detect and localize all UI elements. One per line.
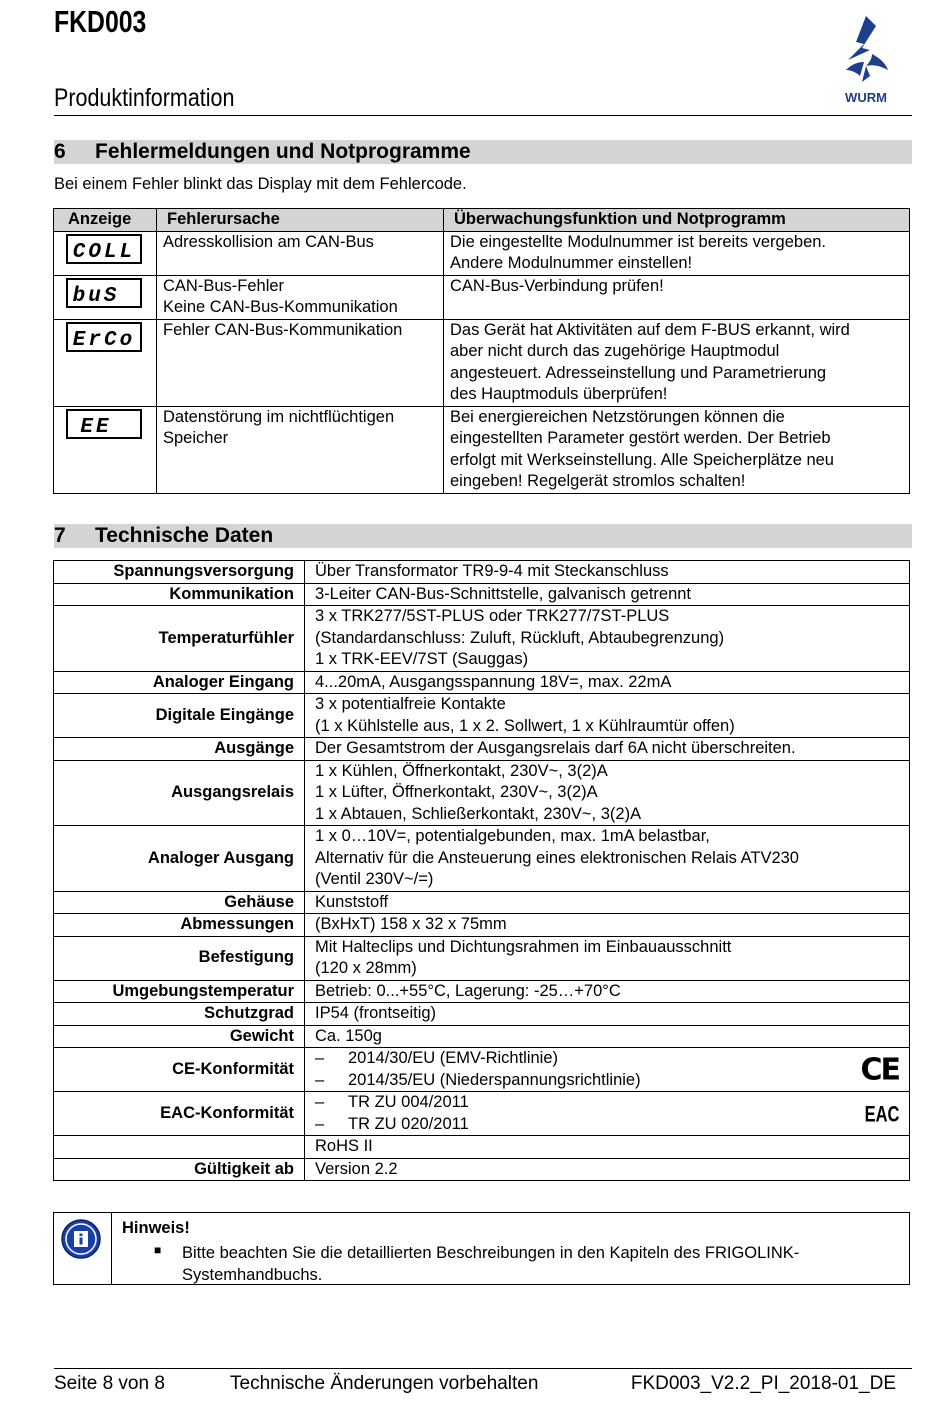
seven-segment-display [66, 234, 142, 264]
table-row [54, 760, 910, 826]
spec-label: Kommunikation [54, 583, 305, 606]
hint-title: Hinweis! [122, 1219, 190, 1237]
spec-label: Digitale Eingänge [54, 694, 305, 738]
column-header: Überwachungsfunktion und Notprogramm [444, 209, 910, 232]
technical-data-table [53, 560, 910, 1181]
spec-value: IP54 (frontseitig) [305, 1003, 910, 1026]
display-code-cell [54, 231, 157, 275]
spec-label: Befestigung [54, 936, 305, 980]
section-title: Technische Daten [95, 524, 274, 547]
spec-value: Kunststoff [305, 891, 910, 914]
spec-label: CE-Konformität [54, 1048, 305, 1092]
spec-label: EAC-Konformität [54, 1092, 305, 1136]
table-row [54, 406, 910, 493]
table-row [54, 738, 910, 761]
monitoring-action: Bei energiereichen Netzstörungen können die eingestellten Parameter gestört werden. Der Betrieb erfolgt mit Werkseinstellung. Alle Speicherplätze neu eingeben! Regelgerät stromlos schalten! [444, 406, 910, 493]
hint-divider [111, 1213, 112, 1284]
table-row [54, 1003, 910, 1026]
spec-value: 3 x TRK277/5ST-PLUS oder TRK277/7ST-PLUS (Standardanschluss: Zuluft, Rückluft, Abtaubegrenzung) 1 x TRK-EEV/7ST (Sauggas) [305, 606, 910, 672]
seven-segment-display [66, 322, 142, 352]
spec-label: Gehäuse [54, 891, 305, 914]
spec-label: Spannungsversorgung [54, 561, 305, 584]
eac-mark-icon: EAC [864, 1100, 899, 1126]
spec-label: Abmessungen [54, 914, 305, 937]
svg-text:ErCo: ErCo [72, 328, 136, 352]
spec-label [54, 1136, 305, 1159]
display-code-cell [54, 406, 157, 493]
spec-label: Gültigkeit ab [54, 1158, 305, 1181]
error-cause: CAN-Bus-Fehler Keine CAN-Bus-Kommunikation [157, 275, 444, 319]
table-row [54, 275, 910, 319]
spec-value: Über Transformator TR9-9-4 mit Steckanschluss [305, 561, 910, 584]
error-code-table [53, 208, 910, 494]
spec-value: Ca. 150g [305, 1025, 910, 1048]
svg-text:buS: buS [72, 284, 120, 308]
table-row [54, 231, 910, 275]
spec-value: Version 2.2 [305, 1158, 910, 1181]
error-cause: Datenstörung im nichtflüchtigen Speicher [157, 406, 444, 493]
spec-value: 3 x potentialfreie Kontakte (1 x Kühlstelle aus, 1 x 2. Sollwert, 1 x Kühlraumtür offen) [305, 694, 910, 738]
table-row [54, 1092, 910, 1136]
section-title: Fehlermeldungen und Notprogramme [95, 140, 471, 163]
table-row [54, 606, 910, 672]
section-number: 7 [54, 524, 66, 547]
page-number: Seite 8 von 8 [54, 1373, 165, 1394]
section-heading-6 [54, 140, 912, 164]
spec-value: – TR ZU 004/2011 – TR ZU 020/2011 EAC [305, 1092, 910, 1136]
monitoring-action: Das Gerät hat Aktivitäten auf dem F-BUS erkannt, wird aber nicht durch das zugehörige Hauptmodul angesteuert. Adresseinstellung und Parametrierung des Hauptmoduls überprüfen! [444, 319, 910, 406]
table-row [54, 694, 910, 738]
table-row [54, 891, 910, 914]
footer-divider [54, 1368, 912, 1369]
spec-label: Ausgangsrelais [54, 760, 305, 826]
svg-text:WURM: WURM [845, 90, 887, 105]
table-row [54, 1025, 910, 1048]
spec-value: RoHS II [305, 1136, 910, 1159]
spec-label: Gewicht [54, 1025, 305, 1048]
spec-label: Ausgänge [54, 738, 305, 761]
table-row [54, 583, 910, 606]
spec-value: 4...20mA, Ausgangsspannung 18V=, max. 22mA [305, 671, 910, 694]
table-row [54, 1158, 910, 1181]
document-id: FKD003_V2.2_PI_2018-01_DE [630, 1373, 896, 1394]
table-row [54, 914, 910, 937]
document-code: FKD003 [54, 4, 147, 39]
hint-box [53, 1212, 910, 1285]
section-number: 6 [54, 140, 66, 163]
wurm-logo [836, 14, 896, 106]
footer-disclaimer: Technische Änderungen vorbehalten [230, 1373, 539, 1394]
column-header: Anzeige [54, 209, 157, 232]
display-code-cell [54, 275, 157, 319]
seven-segment-display [66, 278, 142, 308]
svg-text:EE: EE [80, 415, 112, 439]
error-cause: Adresskollision am CAN-Bus [157, 231, 444, 275]
table-row [54, 1136, 910, 1159]
ce-mark-icon: CE [860, 1051, 899, 1087]
spec-value: – 2014/30/EU (EMV-Richtlinie) – 2014/35/EU (Niederspannungsrichtlinie) CE [305, 1048, 910, 1092]
spec-value: 1 x 0…10V=, potentialgebunden, max. 1mA belastbar, Alternativ für die Ansteuerung eines elektronischen Relais ATV230 (Ventil 230V~/=) [305, 826, 910, 892]
spec-value: Betrieb: 0...+55°C, Lagerung: -25…+70°C [305, 980, 910, 1003]
spec-label: Umgebungstemperatur [54, 980, 305, 1003]
spec-value: 1 x Kühlen, Öffnerkontakt, 230V~, 3(2)A 1 x Lüfter, Öffnerkontakt, 230V~, 3(2)A 1 x Abtauen, Schließerkontakt, 230V~, 3(2)A [305, 760, 910, 826]
info-icon [61, 1219, 101, 1264]
svg-text:COLL: COLL [72, 240, 136, 264]
error-cause: Fehler CAN-Bus-Kommunikation [157, 319, 444, 406]
spec-value: Der Gesamtstrom der Ausgangsrelais darf 6A nicht überschreiten. [305, 738, 910, 761]
section-heading-7 [54, 524, 912, 548]
header-divider [54, 115, 912, 116]
table-row [54, 671, 910, 694]
seven-segment-display [66, 409, 142, 439]
spec-value: (BxHxT) 158 x 32 x 75mm [305, 914, 910, 937]
bullet-icon: ■ [154, 1243, 162, 1257]
document-type: Produktinformation [54, 84, 235, 112]
spec-label: Analoger Ausgang [54, 826, 305, 892]
monitoring-action: Die eingestellte Modulnummer ist bereits vergeben. Andere Modulnummer einstellen! [444, 231, 910, 275]
spec-value: 3-Leiter CAN-Bus-Schnittstelle, galvanisch getrennt [305, 583, 910, 606]
table-row [54, 980, 910, 1003]
table-row [54, 936, 910, 980]
table-header-row [54, 209, 910, 232]
display-code-cell [54, 319, 157, 406]
table-row [54, 561, 910, 584]
hint-text: Bitte beachten Sie die detaillierten Beschreibungen in den Kapiteln des FRIGOLINK-Systemhandbuchs. [182, 1244, 800, 1284]
section-intro: Bei einem Fehler blinkt das Display mit dem Fehlercode. [54, 175, 467, 193]
table-row [54, 1048, 910, 1092]
table-row [54, 826, 910, 892]
column-header: Fehlerursache [157, 209, 444, 232]
spec-label: Analoger Eingang [54, 671, 305, 694]
spec-label: Temperaturfühler [54, 606, 305, 672]
spec-label: Schutzgrad [54, 1003, 305, 1026]
table-row [54, 319, 910, 406]
spec-value: Mit Halteclips und Dichtungsrahmen im Einbauausschnitt (120 x 28mm) [305, 936, 910, 980]
monitoring-action: CAN-Bus-Verbindung prüfen! [444, 275, 910, 319]
